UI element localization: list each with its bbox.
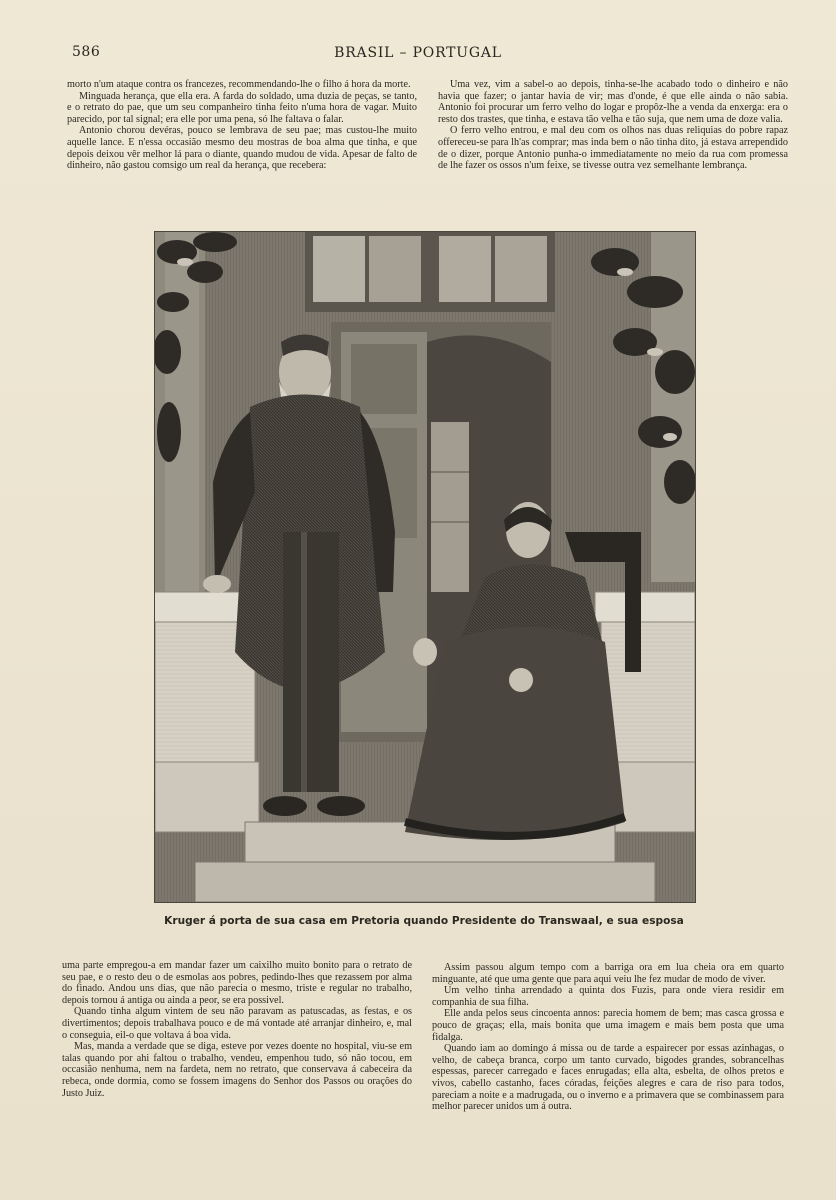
bottom-left-column	[62, 960, 412, 1099]
paragraph: morto n'um ataque contra os francezes, recommendando-lhe o filho á hora da morte.	[67, 79, 411, 90]
engraving-illustration	[154, 231, 696, 903]
paragraph: O ferro velho entrou, e mal deu com os olhos nas duas reliquias do pobre rapaz offereceu-se para lh'as comprar; mas inda bem o não tinha dito, já estava arrependido de o dizer, porque Antonio punha-o immediatamente no meio da rua com promessa de lhe fazer os ossos n'um feixe, se tivesse outra vez semelhante lembrança.	[438, 125, 788, 172]
paragraph: Uma vez, vim a sabel-o ao depois, tinha-se-lhe acabado todo o dinheiro e não havia que fazer; o jantar havia de vir; mas d'onde, é que elle ainda o não sabia. Antonio foi procurar um ferro velho do logar e propôz-lhe a venda da enxerga: era o resto dos trastes, que tinha, e estava tão velha e tão suja, que nem uma de doze valia.	[438, 79, 788, 125]
paragraph: Elle anda pelos seus cincoenta annos: parecia homem de bem; mas casca grossa e pouco de graças; ella, mais bonita que uma imagem e mais bem posta que uma fidalga.	[432, 1008, 784, 1043]
figure-caption: Kruger á porta de sua casa em Pretoria quando Presidente do Transwaal, e sua esposa	[164, 915, 684, 927]
bottom-right-column	[432, 962, 784, 1113]
page-header	[60, 44, 776, 64]
paragraph: Mas, manda a verdade que se diga, esteve por vezes doente no hospital, viu-se em talas quando por ahi faltou o trabalho, vendeu, empenhou tudo, só não tocou, em occasião nenhuma, nem na fardeta, nem no retrato, que conservava á cabeceira da rebeca, onde dormia, como se fossem imagens do Senhor dos Passos ou orações do Justo Juiz.	[62, 1041, 412, 1099]
top-left-column	[67, 79, 417, 172]
running-title: BRASIL – PORTUGAL	[334, 45, 502, 61]
paragraph: Quando tinha algum vintem de seu não paravam as patuscadas, as festas, e os divertimentos; depois trabalhava pouco e de má vontade até arranjar dinheiro, e, mal o conseguia, eil-o que voltava á boa vida.	[62, 1006, 412, 1041]
page-number: 586	[72, 44, 101, 60]
paragraph: Minguada herança, que ella era. A farda do soldado, uma duzia de peças, se tanto, e o retrato do pae, que um seu companheiro tinha feito n'uma hora de vagar. Muito parecido, por tal signal; era elle por uma pena, só lhe faltava o falar.	[67, 90, 417, 125]
top-right-column	[438, 79, 788, 172]
paragraph: Um velho tinha arrendado a quinta dos Fuzis, para onde viera residir em companhia de sua filha.	[432, 985, 784, 1008]
paragraph: Assim passou algum tempo com a barriga ora em lua cheia ora em quarto minguante, até que uma gente que para aqui veiu lhe fez mudar de modo de viver.	[432, 962, 784, 985]
paragraph: uma parte empregou-a em mandar fazer um caixilho muito bonito para o retrato de seu pae, e o resto deu o de esmolas aos pobres, pedindo-lhes que rezassem por alma do finado. Andou uns dias, que não parecia o mesmo, triste e regular no trabalho, depois tornou á antiga ou ainda a peor, se era possivel.	[62, 960, 412, 1006]
paragraph: Antonio chorou devéras, pouco se lembrava de seu pae; mas custou-lhe muito aquelle lance. E n'essa occasião mesmo deu mostras de boa alma que tinha, e que depois deixou vêr melhor lá para o diante, quando mudou de vida. Apesar de falto de dinheiro, não gastou comsigo um real da herança, que recebera:	[67, 125, 417, 172]
paragraph: Quando iam ao domingo á missa ou de tarde a espairecer por essas azinhagas, o velho, de cabeça branca, corpo um tanto curvado, bigodes grandes, sobrancelhas espessas, parecer carregado e faces enrugadas; ella alta, esbelta, de olhos pretos e vivos, cabello castanho, faces córadas, feições alegres e cara de riso para todos, pareciam a noite e a madrugada, ou o inverno e a primavera que se combinassem para melhor parecer unidos um á outra.	[432, 1043, 784, 1113]
